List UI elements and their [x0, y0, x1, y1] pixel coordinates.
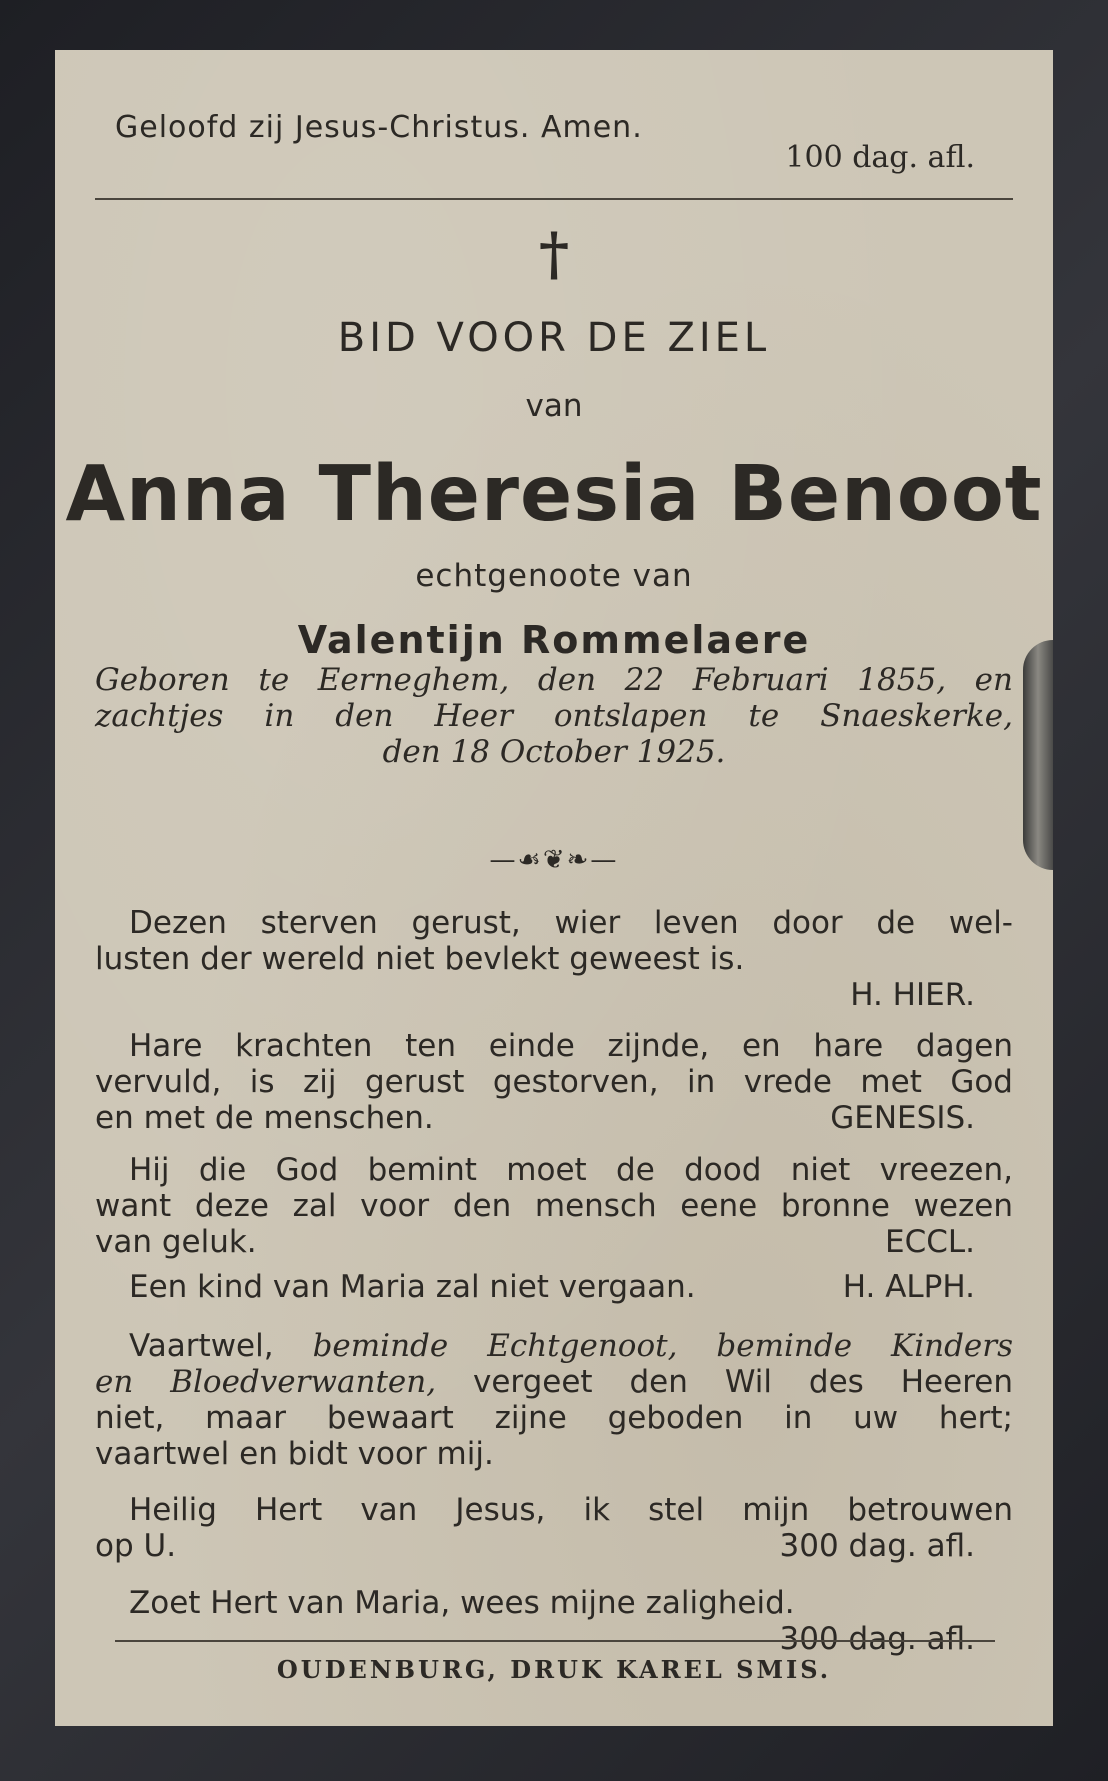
- prayer-line: op U.: [95, 1528, 177, 1564]
- quote-line: want deze zal voor den mensch eene bronne wezen: [95, 1188, 1013, 1224]
- memorial-card: [55, 50, 1053, 1726]
- indulgence-note: 300 dag. afl.: [779, 1528, 975, 1564]
- farewell-italic: beminde Echtgenoot, beminde Kinders: [312, 1328, 1013, 1364]
- quote-paragraph: [95, 905, 1013, 1013]
- bottom-divider: [115, 1640, 995, 1642]
- quote-line: vervuld, is zij gerust gestorven, in vrede met God: [95, 1064, 1013, 1100]
- farewell-word: Vaartwel,: [129, 1328, 274, 1364]
- prayer-paragraph: [95, 1585, 1013, 1657]
- quote-line: Dezen sterven gerust, wier leven door de wel-: [129, 905, 1013, 941]
- quote-line: en met de menschen.: [95, 1100, 434, 1136]
- deceased-name: Anna Theresia Benoot: [65, 450, 1043, 539]
- quote-source: H. ALPH.: [842, 1269, 975, 1305]
- quote-line: Een kind van Maria zal niet vergaan.: [129, 1269, 696, 1305]
- indulgence-note: 100 dag. afl.: [785, 140, 975, 175]
- biography: [95, 662, 1013, 770]
- quote-source: ECCL.: [884, 1224, 975, 1260]
- farewell-line: niet, maar bewaart zijne geboden in uw hert;: [95, 1400, 1013, 1436]
- farewell-italic: en Bloedverwanten,: [95, 1364, 437, 1400]
- bio-line: zachtjes in den Heer ontslapen te Snaeskerke,: [95, 698, 1013, 734]
- prayer-paragraph: [95, 1492, 1013, 1564]
- top-divider: [95, 198, 1013, 200]
- prayer-heading: BID VOOR DE ZIEL: [337, 315, 771, 361]
- prayer-line: Heilig Hert van Jesus, ik stel mijn betrouwen: [129, 1492, 1013, 1528]
- quote-source: H. HIER.: [850, 977, 975, 1013]
- farewell-line: vaartwel en bidt voor mij.: [95, 1436, 494, 1472]
- quote-source: GENESIS.: [830, 1100, 975, 1136]
- prayer-line: Zoet Hert van Maria, wees mijne zaligheid.: [129, 1585, 795, 1621]
- quote-paragraph: [95, 1269, 1013, 1305]
- indulgence-note: 300 dag. afl.: [779, 1621, 975, 1657]
- quote-line: Hare krachten ten einde zijnde, en hare dagen: [129, 1028, 1013, 1064]
- quote-paragraph: [95, 1028, 1013, 1136]
- printer-credit: OUDENBURG, DRUK KAREL SMIS.: [276, 1655, 832, 1684]
- quote-line: Hij die God bemint moet de dood niet vreezen,: [129, 1152, 1013, 1188]
- quote-line: van geluk.: [95, 1224, 257, 1260]
- greeting-text: Geloofd zij Jesus-Christus. Amen.: [115, 110, 643, 145]
- van-text: van: [525, 388, 583, 424]
- farewell-text: vergeet den Wil des Heeren: [472, 1364, 1013, 1400]
- spouse-label: echtgenoote van: [415, 558, 693, 594]
- bio-line: den 18 October 1925.: [382, 734, 726, 770]
- cross-icon: †: [538, 220, 570, 288]
- card-clip: [1023, 640, 1053, 870]
- quote-line: lusten der wereld niet bevlekt geweest is.: [95, 941, 745, 977]
- farewell-line: [95, 1364, 1013, 1400]
- farewell-line: [95, 1328, 1013, 1364]
- quote-paragraph: [95, 1152, 1013, 1260]
- ornament-divider: —☙❦❧—: [489, 845, 619, 875]
- farewell-paragraph: [95, 1328, 1013, 1472]
- bio-line: Geboren te Eerneghem, den 22 Februari 1855, en: [95, 662, 1013, 698]
- spouse-name: Valentijn Rommelaere: [297, 618, 811, 662]
